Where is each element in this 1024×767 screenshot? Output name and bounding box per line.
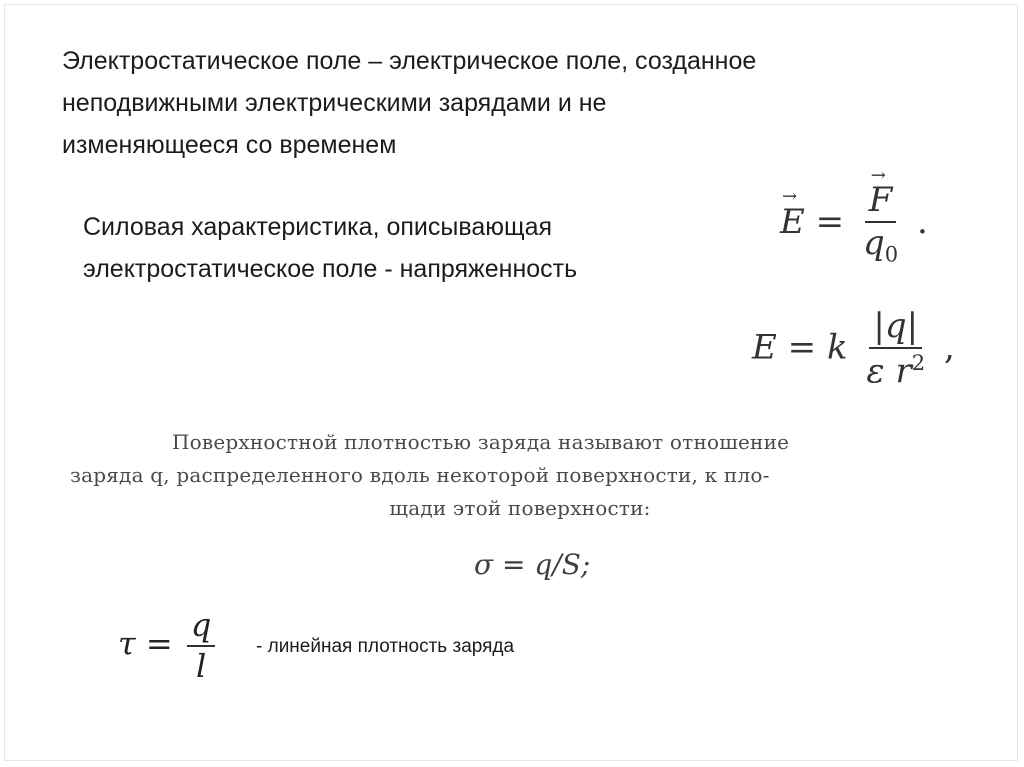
formula-tau-den: l — [195, 647, 207, 686]
formula-e2-eps: ε — [866, 352, 885, 393]
linear-density-label: - линейная плотность заряда — [256, 636, 515, 657]
formula-e2-num: |q| — [869, 308, 922, 349]
formula-e1-eq: = — [815, 201, 845, 242]
formula-e2-pow: 2 — [911, 350, 926, 376]
formula-e1-lhs: → E — [780, 202, 805, 242]
formula-e2-tail: , — [943, 327, 955, 368]
formula-linear-density — [118, 608, 219, 684]
formula-e1-den-sub: 0 — [884, 241, 899, 267]
formula-field-strength — [780, 182, 928, 266]
formula-e1-tail: . — [916, 201, 928, 242]
formula-e1-num: → F — [869, 182, 893, 219]
formula-tau-num: q — [187, 608, 215, 647]
definition-text: Электростатическое поле – электрическое поле, созданное неподвижными электрическими зарядами и не изменяющееся со временем — [62, 47, 757, 159]
formula-e1-den: q — [862, 223, 885, 264]
formula-coulomb-field — [752, 308, 955, 391]
formula-tau-eq: = — [145, 624, 173, 663]
formula-e2-lhs: E — [752, 327, 777, 368]
formula-e2-fraction — [862, 308, 929, 391]
surface-density-paragraph — [70, 426, 930, 525]
formula-e2-eq: = — [787, 327, 817, 368]
force-characteristic-text: Силовая характеристика, описывающая электростатическое поле - напряженность — [83, 213, 578, 283]
formula-e2-k: k — [826, 327, 848, 368]
formula-surface-density: σ = q/S; — [474, 548, 591, 581]
surface-density-line-1: Поверхностной плотностью заряда называют отношение — [172, 430, 790, 454]
surface-density-line-2: заряда q, распределенного вдоль некоторой поверхности, к пло- — [70, 463, 770, 487]
surface-density-line-3: щади этой поверхности: — [389, 496, 651, 520]
formula-tau-fraction — [187, 608, 215, 684]
formula-e1-fraction — [859, 182, 902, 266]
formula-tau-lhs: τ — [118, 624, 136, 663]
formula-e2-r: r — [895, 352, 912, 393]
